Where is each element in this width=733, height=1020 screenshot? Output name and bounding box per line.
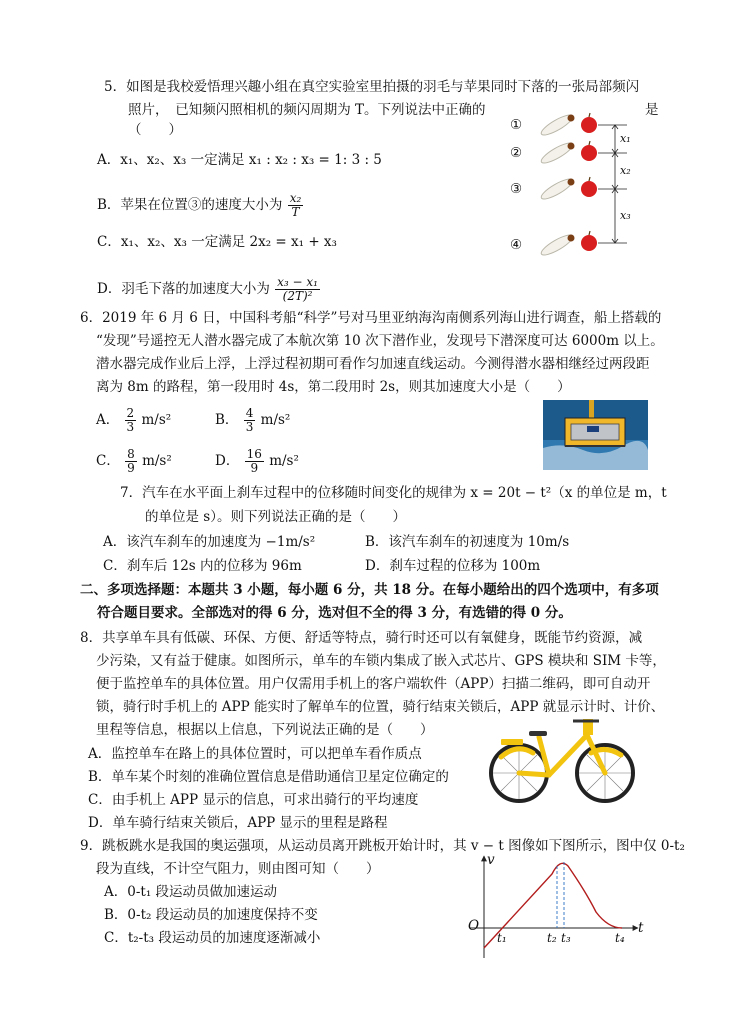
q6-option-b-den: 3: [245, 420, 254, 434]
q5-option-b: [97, 192, 304, 219]
feather-3: [539, 176, 575, 203]
q5-option-d-den: (2T)²: [282, 289, 313, 303]
q8-stem-line3: 便于监控单车的具体位置。用户仅需用手机上的客户端软件（APP）扫描二维码，即可自动开: [96, 676, 651, 692]
q7-option-d: D．刹车过程的位移为 100m: [365, 558, 541, 574]
q6-option-d-label: D．: [215, 453, 240, 469]
q6-option-d: [215, 448, 299, 475]
q6-option-a-fraction: [125, 407, 137, 434]
q6-option-c-num: 8: [127, 447, 135, 461]
graph-tick-t1: t₁: [497, 931, 507, 945]
q7-stem-line2: 的单位是 s）。则下列说法正确的是（ ）: [145, 509, 406, 525]
q6-option-c-label: C．: [96, 453, 120, 469]
q9-option-b: B．0-t₂ 段运动员的加速度保持不变: [104, 907, 318, 923]
q6-stem-line3: 潜水器完成作业后上浮，上浮过程初期可看作匀加速直线运动。今测得潜水器相继经过两段距: [96, 356, 650, 372]
feather-4: [539, 232, 575, 259]
q6-stem-line1: 6．2019 年 6 月 6 日，中国科考船“科学”号对马里亚纳海沟南侧系列海山进行调查，船上搭载的: [80, 310, 662, 326]
q8-option-d: D．单车骑行结束关锁后，APP 显示的里程是路程: [88, 815, 388, 831]
q5-stem-line1: 5．如图是我校爱悟理兴趣小组在真空实验室里拍摄的羽毛与苹果同时下落的一张局部频闪: [104, 79, 640, 95]
q5-option-d: [97, 276, 321, 303]
apple-1: [581, 113, 597, 133]
q8-stem-line1: 8．共享单车具有低碳、环保、方便、舒适等特点，骑行时还可以有氧健身，既能节约资源，减: [80, 630, 643, 646]
q9-stem-line1: 9．跳板跳水是我国的奥运强项，从运动员离开跳板开始计时，其 v − t 图像如下图所示，图中仅 0-t₂: [80, 838, 685, 854]
q6-option-d-num: 16: [246, 447, 262, 461]
q6-option-c-unit: m/s²: [142, 453, 172, 469]
section2-header-line1: 二、多项选择题：本题共 3 小题，每小题 6 分，共 18 分。在每小题给出的四个选项中，有多项: [80, 582, 659, 598]
q8-stem-line2: 少污染，又有益于健康。如图所示，单车的车锁内集成了嵌入式芯片、GPS 模块和 SIM 卡等，: [96, 653, 666, 669]
shared-bike-image: [487, 713, 637, 808]
graph-tick-t3: t₃: [561, 931, 571, 945]
q5-option-b-text: B．苹果在位置③的速度大小为: [97, 197, 283, 213]
q6-option-a-label: A．: [96, 412, 120, 428]
q9-option-a: A．0-t₁ 段运动员做加速运动: [104, 884, 278, 900]
position-label-1: ①: [510, 117, 523, 133]
q5-option-b-den: T: [291, 205, 300, 219]
submersible-photo: [543, 400, 648, 470]
q6-stem-line2: “发现”号遥控无人潜水器完成了本航次第 10 次下潜作业，发现号下潜深度可达 6000m 以上。: [96, 333, 664, 349]
apple-2: [581, 141, 597, 161]
q5-option-b-fraction: [288, 192, 304, 219]
q5-paren: （ ）: [128, 122, 182, 138]
q6-stem-line4: 离为 8m 的路程，第一段用时 4s，第二段用时 2s，则其加速度大小是（ ）: [96, 379, 571, 395]
q6-option-a-num: 2: [126, 406, 135, 420]
q5-option-c: C．x₁、x₂、x₃ 一定满足 2x₂ = x₁ + x₃: [97, 234, 337, 250]
position-label-2: ②: [510, 145, 523, 161]
q5-option-a: A．x₁、x₂、x₃ 一定满足 x₁ : x₂ : x₃ = 1: 3 : 5: [97, 152, 382, 168]
q6-option-b-fraction: [244, 407, 256, 434]
q5-stem-line2: 照片， 已知频闪照相机的频闪周期为 T。下列说法中正确的: [128, 102, 486, 118]
q8-stem-line4: 锁，骑行时手机上的 APP 能实时了解单车的位置，骑行结束关锁后，APP 就显示计时、计价、: [96, 699, 665, 715]
segment-label-x1: x₁: [620, 132, 631, 145]
q6-option-c: [96, 448, 172, 475]
q6-option-a-den: 3: [126, 420, 135, 434]
q7-option-c: C．刹车后 12s 内的位移为 96m: [103, 558, 302, 574]
position-label-3: ③: [510, 181, 523, 197]
q6-option-a-unit: m/s²: [141, 412, 172, 428]
q5-stem-tail: 是: [645, 102, 659, 118]
segment-label-x2: x₂: [620, 164, 631, 177]
q8-option-b: B．单车某个时刻的准确位置信息是借助通信卫星定位确定的: [88, 769, 449, 785]
q6-option-c-den: 9: [127, 461, 135, 475]
q6-option-a: [96, 407, 171, 434]
q6-option-b: [215, 407, 290, 434]
q7-option-a: A．该汽车刹车的加速度为 −1m/s²: [103, 534, 316, 550]
q6-option-b-unit: m/s²: [260, 412, 291, 428]
graph-xlabel: t: [638, 920, 644, 936]
q7-stem-line1: 7．汽车在水平面上刹车过程中的位移随时间变化的规律为 x = 20t − t²（x 的单位是 m，t: [120, 485, 667, 501]
apple-3: [581, 177, 597, 197]
q6-option-d-unit: m/s²: [269, 453, 299, 469]
q8-stem-line5: 里程等信息，根据以上信息，下列说法正确的是（ ）: [96, 722, 434, 738]
section2-header-line2: 符合题目要求。全部选对的得 6 分，选对但不全的得 3 分，有选错的得 0 分。: [97, 605, 572, 621]
q8-option-c: C．由手机上 APP 显示的信息，可求出骑行的平均速度: [88, 792, 419, 808]
segment-label-x3: x₃: [620, 209, 631, 222]
q6-option-c-fraction: [125, 448, 137, 475]
graph-tick-t4: t₄: [615, 931, 625, 945]
q6-option-b-num: 4: [245, 406, 254, 420]
q6-option-b-label: B．: [215, 412, 239, 428]
q6-option-d-den: 9: [250, 461, 259, 475]
q8-option-a: A．监控单车在路上的具体位置时，可以把单车看作质点: [88, 746, 422, 762]
graph-ylabel: v: [487, 852, 495, 868]
feather-1: [539, 112, 575, 139]
strobe-photo-figure: [505, 108, 665, 258]
position-label-4: ④: [510, 237, 523, 253]
q5-option-d-num: x₃ − x₁: [277, 275, 318, 289]
apple-4: [581, 231, 597, 251]
graph-origin: O: [468, 918, 480, 934]
q5-option-d-text: D．羽毛下落的加速度大小为: [97, 281, 270, 297]
graph-tick-t2: t₂: [547, 931, 557, 945]
q6-option-d-fraction: [245, 448, 264, 475]
q9-option-c: C．t₂-t₃ 段运动员的加速度逐渐减小: [104, 930, 321, 946]
q5-option-d-fraction: [275, 276, 320, 303]
q7-option-b: B．该汽车刹车的初速度为 10m/s: [365, 534, 570, 550]
feather-2: [539, 140, 575, 167]
q9-stem-line2: 段为直线，不计空气阻力，则由图可知（ ）: [96, 861, 380, 877]
q5-option-b-num: x₂: [289, 191, 302, 205]
